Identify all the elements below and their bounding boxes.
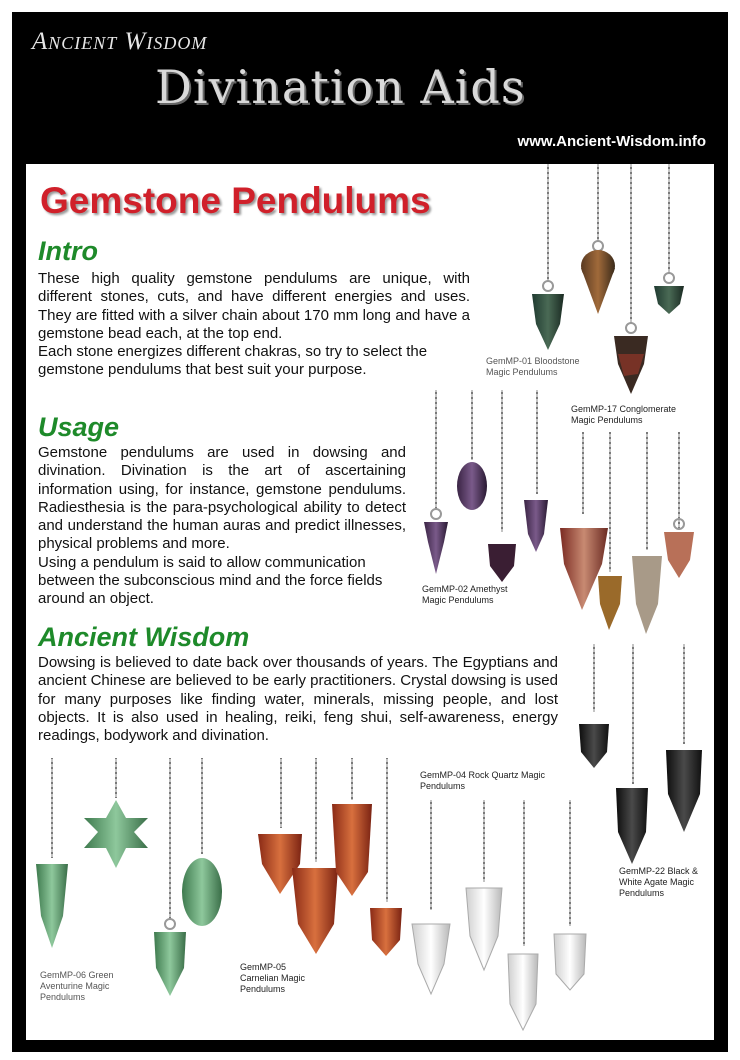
intro-paragraph-2: Each stone energizes different chakras, so try to select the gemstone pendulums that best suit your purpose. (38, 343, 428, 379)
agate-pendulum-2 (616, 644, 648, 864)
aventurine-pendulum-1 (36, 758, 68, 948)
jasper-pendulum-4 (664, 432, 694, 578)
carnelian-pendulum-3 (332, 758, 372, 896)
section-heading-usage: Usage (38, 412, 120, 442)
page-header-title: Divination Aids (155, 60, 526, 114)
jasper-pendulum-3 (632, 432, 662, 634)
ancient-wisdom-paragraph-1: Dowsing is believed to date back over thousands of years. The Egyptians and ancient Chinese are believed to be early practitioners. Crystal dowsing is used for many purposes like finding water, minerals, missing people, and lost objects. It is also used in healing, reiki, feng shui, self-awareness, energy readings, bodywork and divination. (38, 654, 558, 745)
aventurine-pendulum-3 (154, 758, 186, 996)
bloodstone-pendulum-2 (654, 164, 684, 314)
brand-logo-text: Ancient Wisdom (32, 28, 208, 55)
caption-rock-quartz: GemMP-04 Rock Quartz Magic Pendulums (420, 770, 546, 791)
usage-paragraph-1: Gemstone pendulums are used in dowsing and divination. Divination is the art of ascertaining information using, for instance, gemstone pendulums. Radiesthesia is the para-psychological ability to detect and understand the human auras and predict illnesses, physical problems and more. (38, 444, 406, 553)
rock-quartz-pendulum-4 (554, 800, 586, 990)
amethyst-pendulum-4 (524, 390, 548, 552)
caption-conglomerate: GemMP-17 Conglomerate Magic Pendulums (571, 404, 677, 425)
rock-quartz-pendulum-1 (412, 800, 450, 994)
bloodstone-pendulum-1 (532, 164, 564, 350)
section-heading-intro: Intro (38, 236, 98, 266)
content-panel (26, 164, 714, 1040)
conglomerate-pendulum-1 (581, 164, 615, 314)
agate-pendulum-3 (666, 644, 702, 832)
caption-aventurine: GemMP-06 Green Aventurine Magic Pendulums (40, 970, 114, 1002)
caption-black-white-agate: GemMP-22 Black & White Agate Magic Pendulums (619, 866, 699, 898)
caption-amethyst: GemMP-02 Amethyst Magic Pendulums (422, 584, 508, 605)
amethyst-pendulum-3 (488, 390, 516, 582)
bloodstone-pendulum-3 (614, 164, 648, 394)
section-heading-ancient-wisdom: Ancient Wisdom (38, 622, 250, 652)
pendulum-illustrations (26, 164, 714, 1040)
aventurine-merkaba-pendulum (84, 758, 148, 868)
intro-paragraph-1: These high quality gemstone pendulums are unique, with different stones, cuts, and have different energies and uses. They are fitted with a silver chain about 170 mm long and have a gemstone bead each, at the top end. (38, 270, 470, 342)
amethyst-pendulum-2 (457, 390, 487, 510)
website-url[interactable]: www.Ancient-Wisdom.info (517, 133, 706, 150)
caption-bloodstone: GemMP-01 Bloodstone Magic Pendulums (486, 356, 580, 377)
usage-paragraph-2: Using a pendulum is said to allow communication between the subconscious mind and the force fields around an object. (38, 553, 383, 608)
agate-pendulum-1 (579, 644, 609, 768)
rock-quartz-pendulum-2 (466, 800, 502, 970)
page-title: Gemstone Pendulums (40, 180, 431, 221)
rock-quartz-pendulum-3 (508, 800, 538, 1030)
aventurine-pendulum-2 (182, 758, 222, 926)
carnelian-pendulum-4 (370, 758, 402, 956)
caption-carnelian: GemMP-05 Carnelian Magic Pendulums (240, 962, 306, 994)
amethyst-pendulum-1 (424, 390, 448, 574)
